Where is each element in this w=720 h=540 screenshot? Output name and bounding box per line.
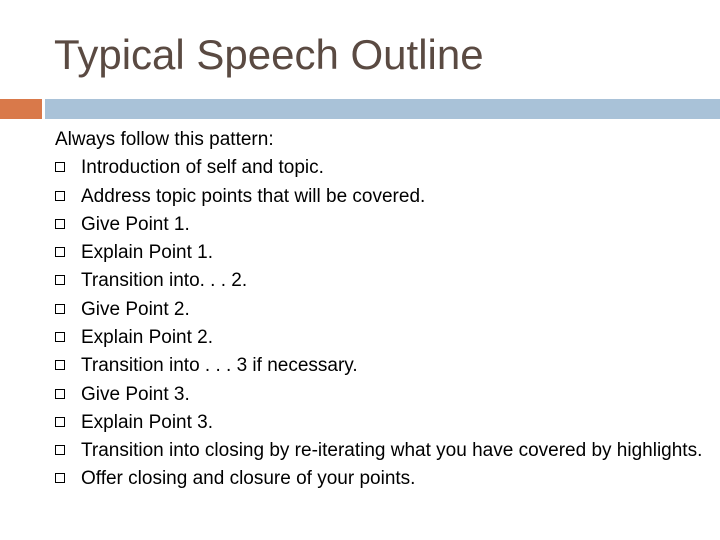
list-item-text: Give Point 1. xyxy=(81,213,190,235)
accent-bar-orange xyxy=(0,99,42,119)
list-item-text: Transition into closing by re-iterating what you have covered by highlights. xyxy=(81,440,703,462)
list-item xyxy=(55,437,705,465)
square-bullet-icon xyxy=(55,389,65,399)
list-item-text: Introduction of self and topic. xyxy=(81,157,324,179)
list-item xyxy=(55,267,705,295)
intro-text: Always follow this pattern: xyxy=(55,129,274,150)
list-item xyxy=(55,154,705,182)
square-bullet-icon xyxy=(55,219,65,229)
square-bullet-icon xyxy=(55,445,65,455)
list-item xyxy=(55,211,705,239)
square-bullet-icon xyxy=(55,332,65,342)
list-item-text: Transition into. . . 2. xyxy=(81,270,248,292)
square-bullet-icon xyxy=(55,417,65,427)
square-bullet-icon xyxy=(55,360,65,370)
list-item xyxy=(55,352,705,380)
square-bullet-icon xyxy=(55,275,65,285)
list-item xyxy=(55,296,705,324)
list-item-text: Transition into . . . 3 if necessary. xyxy=(81,355,358,377)
list-item xyxy=(55,324,705,352)
list-item xyxy=(55,409,705,437)
square-bullet-icon xyxy=(55,191,65,201)
square-bullet-icon xyxy=(55,304,65,314)
list-item-text: Give Point 3. xyxy=(81,383,190,405)
list-item xyxy=(55,239,705,267)
square-bullet-icon xyxy=(55,162,65,172)
square-bullet-icon xyxy=(55,247,65,257)
list-item xyxy=(55,465,705,493)
list-item-text: Address topic points that will be covered. xyxy=(81,185,426,207)
list-item xyxy=(55,381,705,409)
list-item xyxy=(55,183,705,211)
list-item-text: Explain Point 3. xyxy=(81,411,214,433)
square-bullet-icon xyxy=(55,473,65,483)
slide-title: Typical Speech Outline xyxy=(54,31,484,78)
accent-bar-blue xyxy=(45,99,720,119)
list-item-text: Give Point 2. xyxy=(81,298,190,320)
slide-body xyxy=(55,126,705,494)
list-item-text: Explain Point 2. xyxy=(81,327,214,349)
bullet-list xyxy=(55,154,705,493)
list-item-text: Explain Point 1. xyxy=(81,242,214,264)
list-item-text: Offer closing and closure of your points. xyxy=(81,468,416,490)
